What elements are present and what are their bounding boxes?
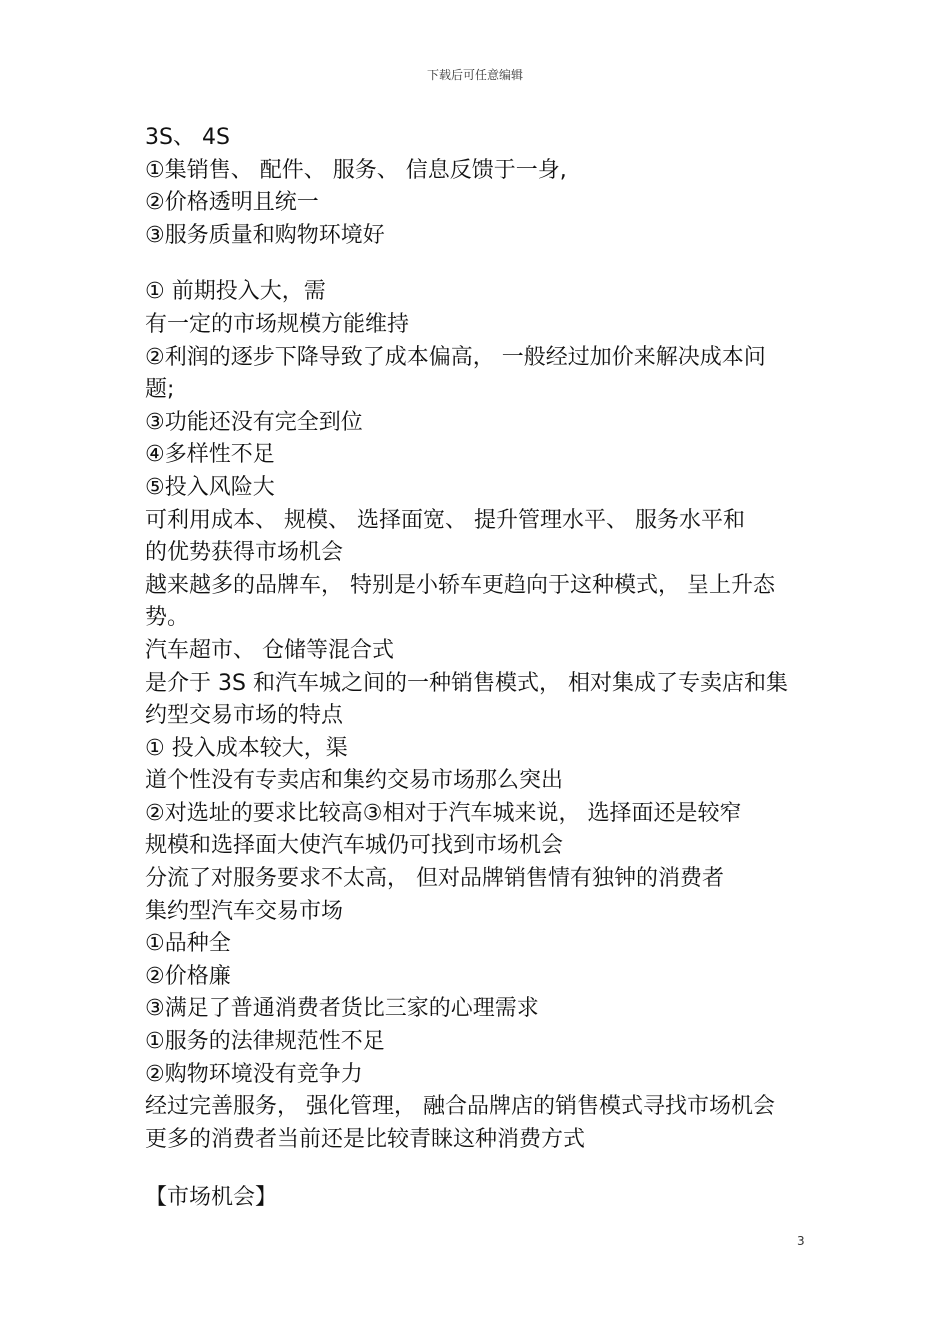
text-line: ⑤投入风险大	[145, 474, 275, 500]
text-line: 约型交易市场的特点	[145, 703, 344, 729]
section-heading: 【市场机会】	[145, 1185, 278, 1211]
text-line: 经过完善服务， 强化管理， 融合品牌店的销售模式寻找市场机会	[145, 1094, 775, 1120]
page-number: 3	[797, 1234, 805, 1248]
text-line: ③功能还没有完全到位	[145, 409, 363, 435]
text-line: 的优势获得市场机会	[145, 540, 344, 566]
text-line: ④多样性不足	[145, 442, 275, 468]
text-line: ③满足了普通消费者货比三家的心理需求	[145, 996, 539, 1022]
text-line: 是介于 3S 和汽车城之间的一种销售模式， 相对集成了专卖店和集	[145, 670, 788, 696]
text-line: 题;	[145, 377, 175, 403]
text-line: ① 投入成本较大，渠	[145, 735, 348, 761]
text-line: ②价格透明且统一	[145, 190, 319, 216]
text-line: ②价格廉	[145, 963, 231, 989]
text-line: 有一定的市场规模方能维持	[145, 311, 410, 337]
text-line: ① 前期投入大，需	[145, 279, 326, 305]
text-line: ③服务质量和购物环境好	[145, 222, 385, 248]
text-line: 集约型汽车交易市场	[145, 898, 344, 924]
text-line: 可利用成本、 规模、 选择面宽、 提升管理水平、 服务水平和	[145, 507, 745, 533]
text-line: 势。	[145, 605, 190, 631]
text-line: 道个性没有专卖店和集约交易市场那么突出	[145, 768, 564, 794]
page-header: 下载后可任意编辑	[426, 68, 523, 82]
document-body	[145, 122, 815, 1215]
text-line: 分流了对服务要求不太高， 但对品牌销售情有独钟的消费者	[145, 866, 724, 892]
blank-line	[145, 252, 815, 276]
text-line: 汽车超市、 仓储等混合式	[145, 637, 394, 663]
text-line: ②对选址的要求比较高③相对于汽车城来说， 选择面还是较窄	[145, 800, 742, 826]
text-line: 越来越多的品牌车， 特别是小轿车更趋向于这种模式， 呈上升态	[145, 572, 775, 598]
text-line: ②利润的逐步下降导致了成本偏高， 一般经过加价来解决成本问	[145, 344, 766, 370]
text-line: ①服务的法律规范性不足	[145, 1029, 385, 1055]
blank-line	[145, 1156, 815, 1182]
text-line: 规模和选择面大使汽车城仍可找到市场机会	[145, 833, 564, 859]
text-line: ②购物环境没有竞争力	[145, 1061, 363, 1087]
text-line: ①集销售、 配件、 服务、 信息反馈于一身,	[145, 157, 567, 183]
text-line: 3S、 4S	[145, 125, 230, 150]
text-line: ①品种全	[145, 931, 231, 957]
text-line: 更多的消费者当前还是比较青睐这种消费方式	[145, 1126, 586, 1152]
